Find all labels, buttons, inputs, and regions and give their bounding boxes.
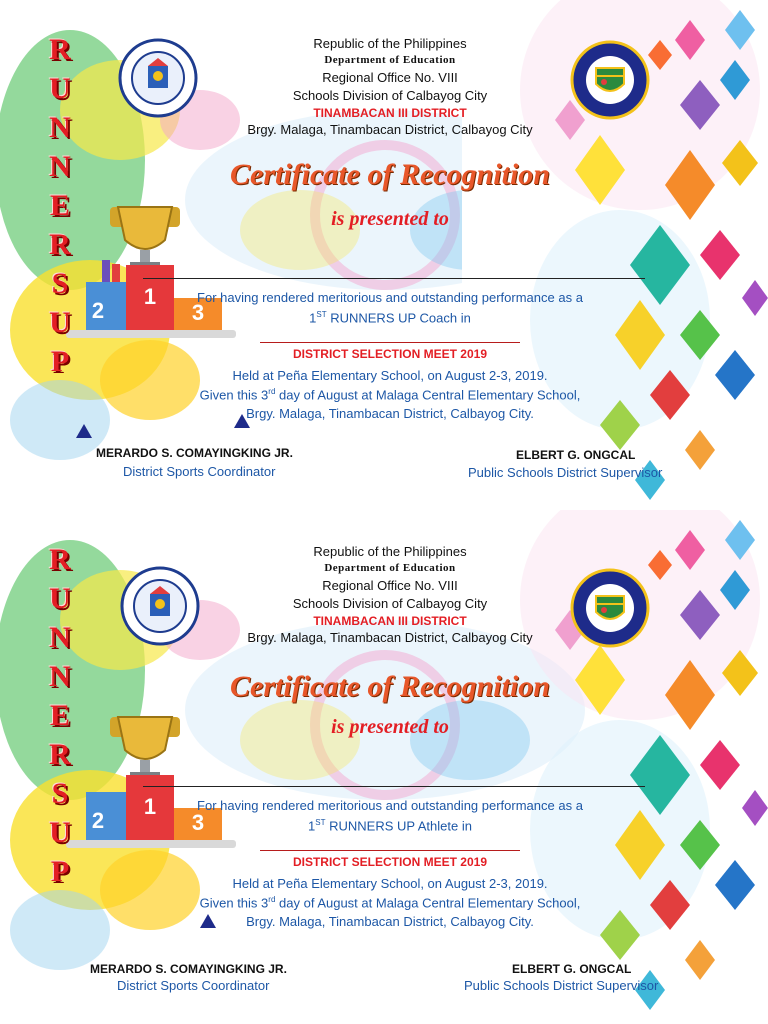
vertical-letter: R — [49, 228, 71, 261]
right-signatory-name: ELBERT G. ONGCAL — [512, 962, 632, 976]
vertical-letter: S — [51, 777, 69, 810]
event-name: DISTRICT SELECTION MEET 2019 — [260, 342, 520, 361]
vertical-letter: P — [50, 345, 70, 378]
right-signatory-role: Public Schools District Supervisor — [464, 978, 659, 993]
header-address: Brgy. Malaga, Tinambacan District, Calbayog City — [247, 630, 533, 645]
header-republic: Republic of the Philippines — [313, 544, 467, 559]
body-given — [130, 895, 650, 910]
left-signatory-name: MERARDO S. COMAYINGKING JR. — [96, 446, 293, 460]
header-region: Regional Office No. VIII — [322, 70, 458, 85]
vertical-letter: U — [49, 582, 71, 615]
vertical-letter: P — [50, 855, 70, 888]
rank-suffix: ST — [316, 310, 327, 319]
header-division: Schools Division of Calbayog City — [292, 88, 488, 103]
presented-to: is presented to — [331, 208, 449, 230]
podium-first-label: 1 — [143, 284, 157, 309]
left-signatory-name: MERARDO S. COMAYINGKING JR. — [90, 962, 287, 976]
presented-to: is presented to — [331, 716, 449, 738]
header-department: Department of Education — [324, 54, 456, 66]
vertical-letter: R — [49, 543, 71, 576]
given-prefix: Given this 3 — [199, 387, 269, 403]
given-text: day of August at Malaga Central Elementary School, — [275, 387, 581, 403]
rank-text: RUNNERS UP Athlete in — [325, 818, 472, 834]
rank-number: 1 — [309, 310, 317, 326]
left-signatory-role: District Sports Coordinator — [123, 464, 276, 479]
runners-up-vertical-word — [40, 30, 80, 381]
vertical-letter: N — [49, 660, 71, 693]
body-line1: For having rendered meritorious and outstanding performance as a — [197, 290, 583, 305]
given-text: day of August at Malaga Central Elementary School, — [275, 895, 581, 911]
given-suffix: rd — [268, 895, 276, 904]
body-given — [130, 387, 650, 402]
event-name: DISTRICT SELECTION MEET 2019 — [260, 850, 520, 869]
header-division: Schools Division of Calbayog City — [292, 596, 488, 611]
vertical-letter: E — [49, 189, 70, 222]
rank-suffix: ST — [315, 818, 326, 827]
right-signatory-role: Public Schools District Supervisor — [468, 465, 663, 480]
header-region: Regional Office No. VIII — [322, 578, 458, 593]
vertical-letter: N — [49, 621, 71, 654]
body-line1: For having rendered meritorious and outstanding performance as a — [197, 798, 583, 813]
rank-text: RUNNERS UP Coach in — [326, 310, 471, 326]
recipient-name-line — [143, 786, 645, 787]
certificate-coach — [0, 0, 768, 508]
vertical-letter: U — [49, 816, 71, 849]
podium-first-label: 1 — [143, 794, 157, 819]
header-address: Brgy. Malaga, Tinambacan District, Calbayog City — [247, 122, 533, 137]
podium-second-label: 2 — [91, 808, 105, 833]
header-republic: Republic of the Philippines — [313, 36, 467, 51]
vertical-letter: U — [49, 306, 71, 339]
right-signatory-name: ELBERT G. ONGCAL — [516, 448, 636, 462]
vertical-letter: R — [49, 33, 71, 66]
podium-third-label: 3 — [191, 300, 205, 325]
recipient-name-line — [143, 278, 645, 279]
header-district: TINAMBACAN III DISTRICT — [313, 106, 467, 120]
body-location: Brgy. Malaga, Tinambacan District, Calbayog City. — [246, 406, 534, 421]
header-district: TINAMBACAN III DISTRICT — [313, 614, 467, 628]
vertical-letter: U — [49, 72, 71, 105]
given-prefix: Given this 3 — [199, 895, 269, 911]
rank-number: 1 — [308, 818, 316, 834]
certificate-athlete — [0, 510, 768, 1018]
vertical-letter: E — [49, 699, 70, 732]
body-location: Brgy. Malaga, Tinambacan District, Calbayog City. — [246, 914, 534, 929]
body-rank — [130, 818, 650, 833]
vertical-letter: N — [49, 150, 71, 183]
podium-third-label: 3 — [191, 810, 205, 835]
header-department: Department of Education — [324, 562, 456, 574]
left-signatory-role: District Sports Coordinator — [117, 978, 270, 993]
vertical-letter: S — [51, 267, 69, 300]
body-held: Held at Peña Elementary School, on August 2-3, 2019. — [232, 368, 548, 383]
vertical-letter: N — [49, 111, 71, 144]
vertical-letter: R — [49, 738, 71, 771]
body-held: Held at Peña Elementary School, on August 2-3, 2019. — [232, 876, 548, 891]
body-rank — [130, 310, 650, 325]
runners-up-vertical-word — [40, 540, 80, 891]
certificate-title: Certificate of Recognition — [230, 158, 550, 191]
podium-second-label: 2 — [91, 298, 105, 323]
given-suffix: rd — [268, 387, 276, 396]
certificate-title: Certificate of Recognition — [230, 670, 550, 703]
